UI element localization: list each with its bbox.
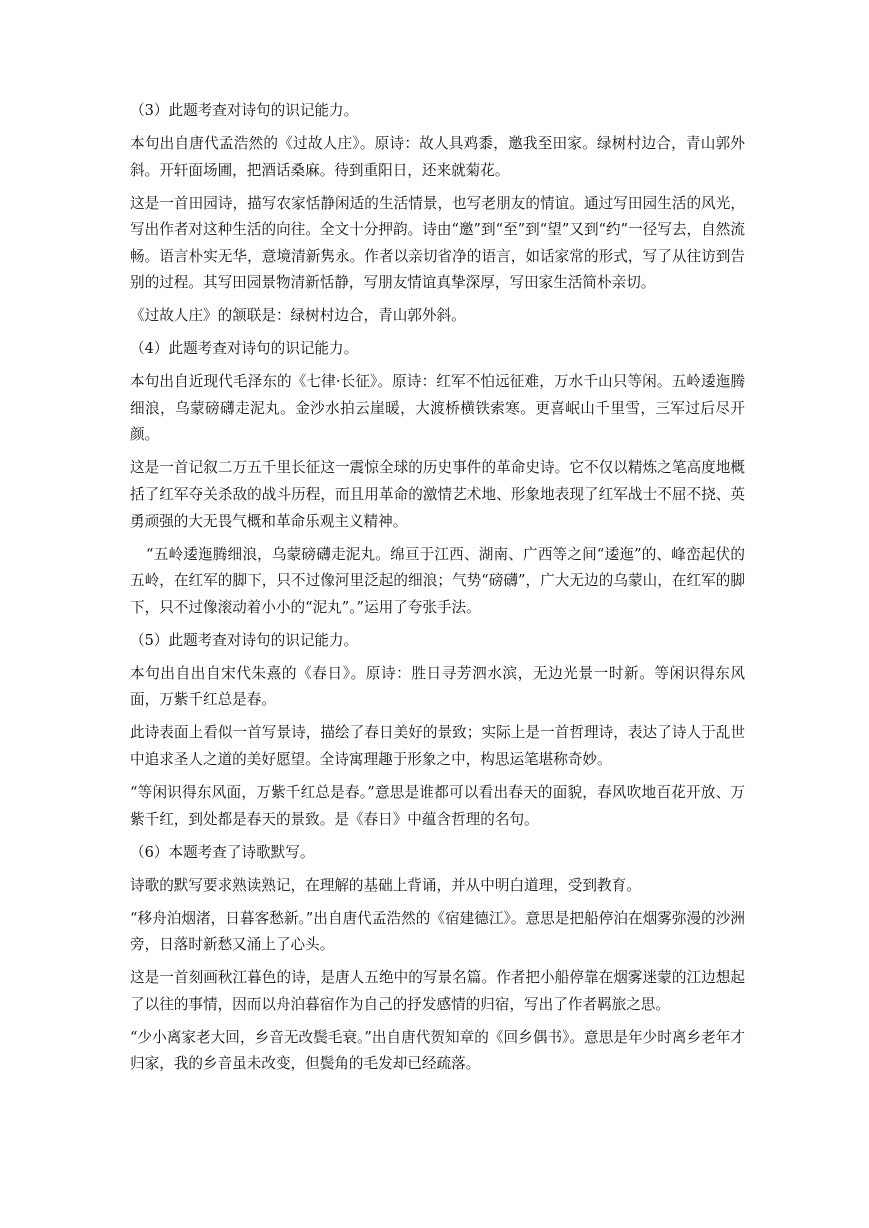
paragraph: 本句出自出自宋代朱熹的《春日》。原诗：胜日寻芳泗水滨，无边光景一时新。等闲识得东风面，万紫千红总是春。 [130, 664, 745, 709]
paragraph: 本句出自近现代毛泽东的《七律·长征》。原诗：红军不怕远征难，万水千山只等闲。五岭逶迤腾细浪，乌蒙磅礴走泥丸。金沙水拍云崖暖，大渡桥横铁索寒。更喜岷山千里雪，三军过后尽开颜。 [130, 373, 745, 444]
paragraph: 这是一首田园诗，描写农家恬静闲适的生活情景，也写老朋友的情谊。通过写田园生活的风光，写出作者对这种生活的向往。全文十分押韵。诗由“邀”到“至”到“望”又到“约”一径写去，自然流畅。语言朴实无华，意境清新隽永。作者以亲切省净的语言，如话家常的形式，写了从往访到告别的过程。其写田园景物清新恬静，写朋友情谊真挚深厚，写田家生活简朴亲切。 [130, 194, 745, 292]
paragraph: “五岭逶迤腾细浪，乌蒙磅礴走泥丸。绵亘于江西、湖南、广西等之间“逶迤”的、峰峦起伏的五岭，在红军的脚下，只不过像河里泛起的细浪；气势“磅礴”，广大无边的乌蒙山，在红军的脚下，只不过像滚动着小小的“泥丸”。”运用了夸张手法。 [130, 545, 745, 616]
paragraph: 这是一首刻画秋江暮色的诗，是唐人五绝中的写景名篇。作者把小船停靠在烟雾迷蒙的江边想起了以往的事情，因而以舟泊暮宿作为自己的抒发感情的归宿，写出了作者羁旅之思。 [130, 969, 745, 1013]
paragraph: 本句出自唐代孟浩然的《过故人庄》。原诗：故人具鸡黍，邀我至田家。绿树村边合，青山郭外斜。开轩面场圃，把酒话桑麻。待到重阳日，还来就菊花。 [130, 134, 745, 179]
paragraph: 这是一首记叙二万五千里长征这一震惊全球的历史事件的革命史诗。它不仅以精炼之笔高度地概括了红军夺关杀敌的战斗历程，而且用革命的激情艺术地、形象地表现了红军战士不屈不挠、英勇顽强的大无畏气概和革命乐观主义精神。 [130, 459, 745, 530]
paragraph: 《过故人庄》的颔联是：绿树村边合，青山郭外斜。 [130, 307, 466, 325]
paragraph: （4）此题考查对诗句的识记能力。 [130, 340, 359, 358]
paragraph: “少小离家老大回，乡音无改鬓毛衰。”出自唐代贺知章的《回乡偶书》。意思是年少时离乡老年才归家，我的乡音虽未改变，但鬓角的毛发却已经疏落。 [130, 1028, 745, 1073]
paragraph: 此诗表面上看似一首写景诗，描绘了春日美好的景致；实际上是一首哲理诗，表达了诗人于乱世中追求圣人之道的美好愿望。全诗寓理趣于形象之中，构思运笔堪称奇妙。 [130, 724, 745, 768]
paragraph: （6）本题考查了诗歌默写。 [130, 843, 315, 861]
paragraph: （5）此题考查对诗句的识记能力。 [130, 631, 359, 649]
paragraph: “移舟泊烟渚，日暮客愁新。”出自唐代孟浩然的《宿建德江》。意思是把船停泊在烟雾弥漫的沙洲旁，日落时新愁又涌上了心头。 [130, 909, 745, 954]
paragraph: 诗歌的默写要求熟读熟记，在理解的基础上背诵，并从中明白道理，受到教育。 [130, 876, 641, 894]
paragraph: （3）此题考查对诗句的识记能力。 [130, 102, 359, 119]
paragraph: “等闲识得东风面，万紫千红总是春。”意思是谁都可以看出春天的面貌，春风吹地百花开放、万紫千红，到处都是春天的景致。是《春日》中蕴含哲理的名句。 [130, 783, 745, 828]
document-page [130, 98, 745, 1084]
